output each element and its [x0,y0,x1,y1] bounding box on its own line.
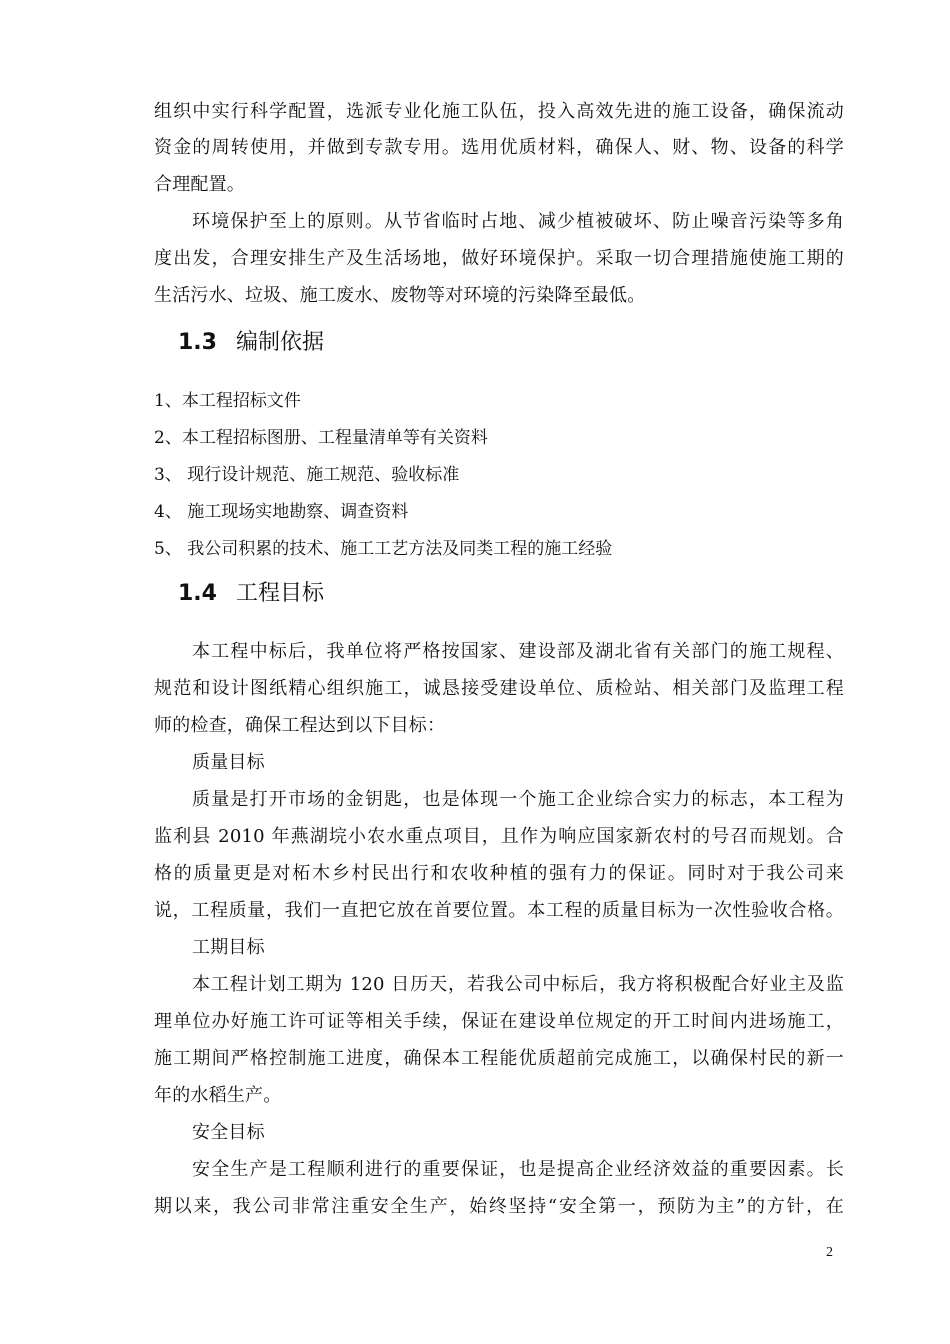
list-item: 4、 施工现场实地勘察、调查资料 [154,502,409,522]
paragraph-line: 合理配置。 [154,174,245,195]
paragraph-line: 环境保护至上的原则。从节省临时占地、减少植被破坏、防止噪音污染等多角 [192,211,844,232]
paragraph-line: 期以来，我公司非常注重安全生产，始终坚持“安全第一，预防为主”的方针，在 [154,1196,844,1217]
paragraph-line: 组织中实行科学配置，选派专业化施工队伍，投入高效先进的施工设备，确保流动 [154,101,844,122]
paragraph-line: 格的质量更是对柘木乡村民出行和农收种植的强有力的保证。同时对于我公司来 [154,863,844,884]
paragraph-line: 安全生产是工程顺利进行的重要保证，也是提高企业经济效益的重要因素。长 [192,1159,844,1180]
paragraph-line: 师的检查，确保工程达到以下目标： [154,715,446,736]
subheading-schedule: 工期目标 [192,937,265,958]
section-title: 编制依据 [236,330,325,355]
paragraph-line: 监利县 2010 年燕湖垸小农水重点项目，且作为响应国家新农村的号召而规划。合 [154,826,844,847]
section-heading-1-4 [178,580,324,608]
list-item: 3、 现行设计规范、施工规范、验收标准 [154,465,460,485]
paragraph-line: 理单位办好施工许可证等相关手续，保证在建设单位规定的开工时间内进场施工， [154,1011,844,1032]
list-item: 5、 我公司积累的技术、施工工艺方法及同类工程的施工经验 [154,539,613,559]
paragraph-line: 年的水稻生产。 [154,1085,282,1106]
paragraph-line: 规范和设计图纸精心组织施工，诚恳接受建设单位、质检站、相关部门及监理工程 [154,678,844,699]
paragraph-line: 度出发，合理安排生产及生活场地，做好环境保护。采取一切合理措施使施工期的 [154,248,844,269]
paragraph-line: 施工期间严格控制施工进度，确保本工程能优质超前完成施工，以确保村民的新一 [154,1048,844,1069]
section-number: 1.4 [178,581,217,606]
page-number: 2 [826,1245,833,1260]
paragraph-line: 本工程计划工期为 120 日历天，若我公司中标后，我方将积极配合好业主及监 [192,974,844,995]
paragraph-line: 质量是打开市场的金钥匙，也是体现一个施工企业综合实力的标志，本工程为 [192,789,844,810]
list-item: 2、本工程招标图册、工程量清单等有关资料 [154,428,488,448]
paragraph-line: 生活污水、垃圾、施工废水、废物等对环境的污染降至最低。 [154,285,646,306]
list-item: 1、本工程招标文件 [154,391,301,411]
subheading-safety: 安全目标 [192,1122,265,1143]
paragraph-line: 资金的周转使用，并做到专款专用。选用优质材料，确保人、财、物、设备的科学 [154,137,844,158]
paragraph-line: 本工程中标后，我单位将严格按国家、建设部及湖北省有关部门的施工规程、 [192,641,844,662]
paragraph-line: 说，工程质量，我们一直把它放在首要位置。本工程的质量目标为一次性验收合格。 [154,900,844,921]
section-heading-1-3 [178,329,324,357]
subheading-quality: 质量目标 [192,752,265,773]
section-number: 1.3 [178,330,217,355]
section-title: 工程目标 [236,581,325,606]
